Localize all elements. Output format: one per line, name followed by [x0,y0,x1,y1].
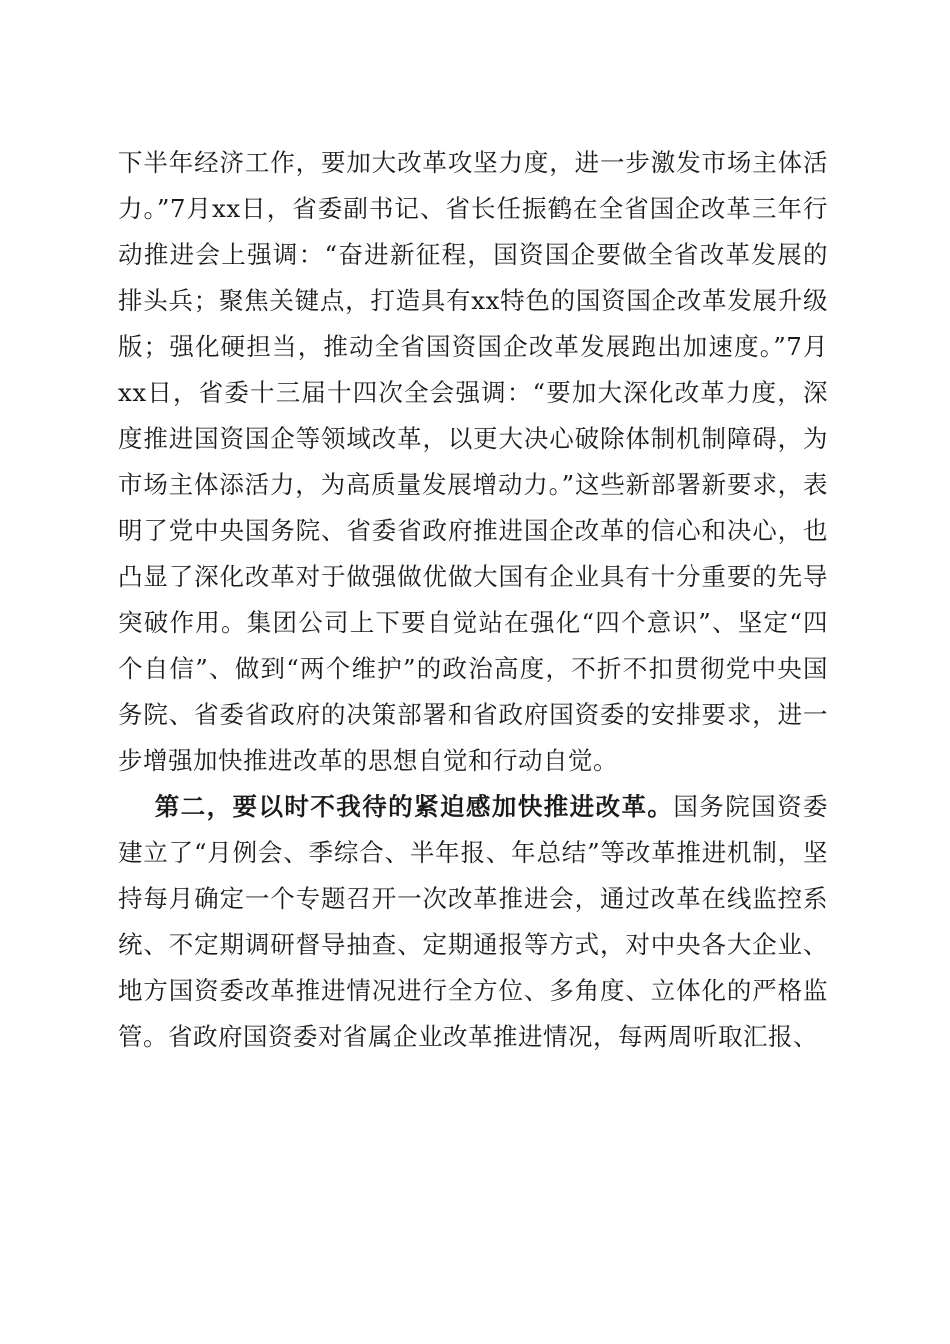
paragraph-2-heading: 第二，要以时不我待的紧迫感加快推进改革。 [154,792,674,821]
document-body [118,140,828,1060]
paragraph-1: 下半年经济工作，要加大改革攻坚力度，进一步激发市场主体活力。”7月xx日，省委副书记、省长任振鹤在全省国企改革三年行动推进会上强调：“奋进新征程，国资国企要做全省改革发展的排头兵；聚焦关键点，打造具有xx特色的国资国企改革发展升级版；强化硬担当，推动全省国资国企改革发展跑出加速度。”7月xx日，省委十三届十四次全会强调：“要加大深化改革力度，深度推进国资国企等领域改革，以更大决心破除体制机制障碍，为市场主体添活力，为高质量发展增动力。”这些新部署新要求，表明了党中央国务院、省委省政府推进国企改革的信心和决心，也凸显了深化改革对于做强做优做大国有企业具有十分重要的先导突破作用。集团公司上下要自觉站在强化“四个意识”、坚定“四个自信”、做到“两个维护”的政治高度，不折不扣贯彻党中央国务院、省委省政府的决策部署和省政府国资委的安排要求，进一步增强加快推进改革的思想自觉和行动自觉。 [118,148,828,775]
paragraph-2-body: 国务院国资委建立了“月例会、季综合、半年报、年总结”等改革推进机制，坚持每月确定一个专题召开一次改革推进会，通过改革在线监控系统、不定期调研督导抽查、定期通报等方式，对中央各大企业、地方国资委改革推进情况进行全方位、多角度、立体化的严格监管。省政府国资委对省属企业改革推进情况，每两周听取汇报、 [118,792,829,1051]
paragraph-2 [118,784,828,1060]
